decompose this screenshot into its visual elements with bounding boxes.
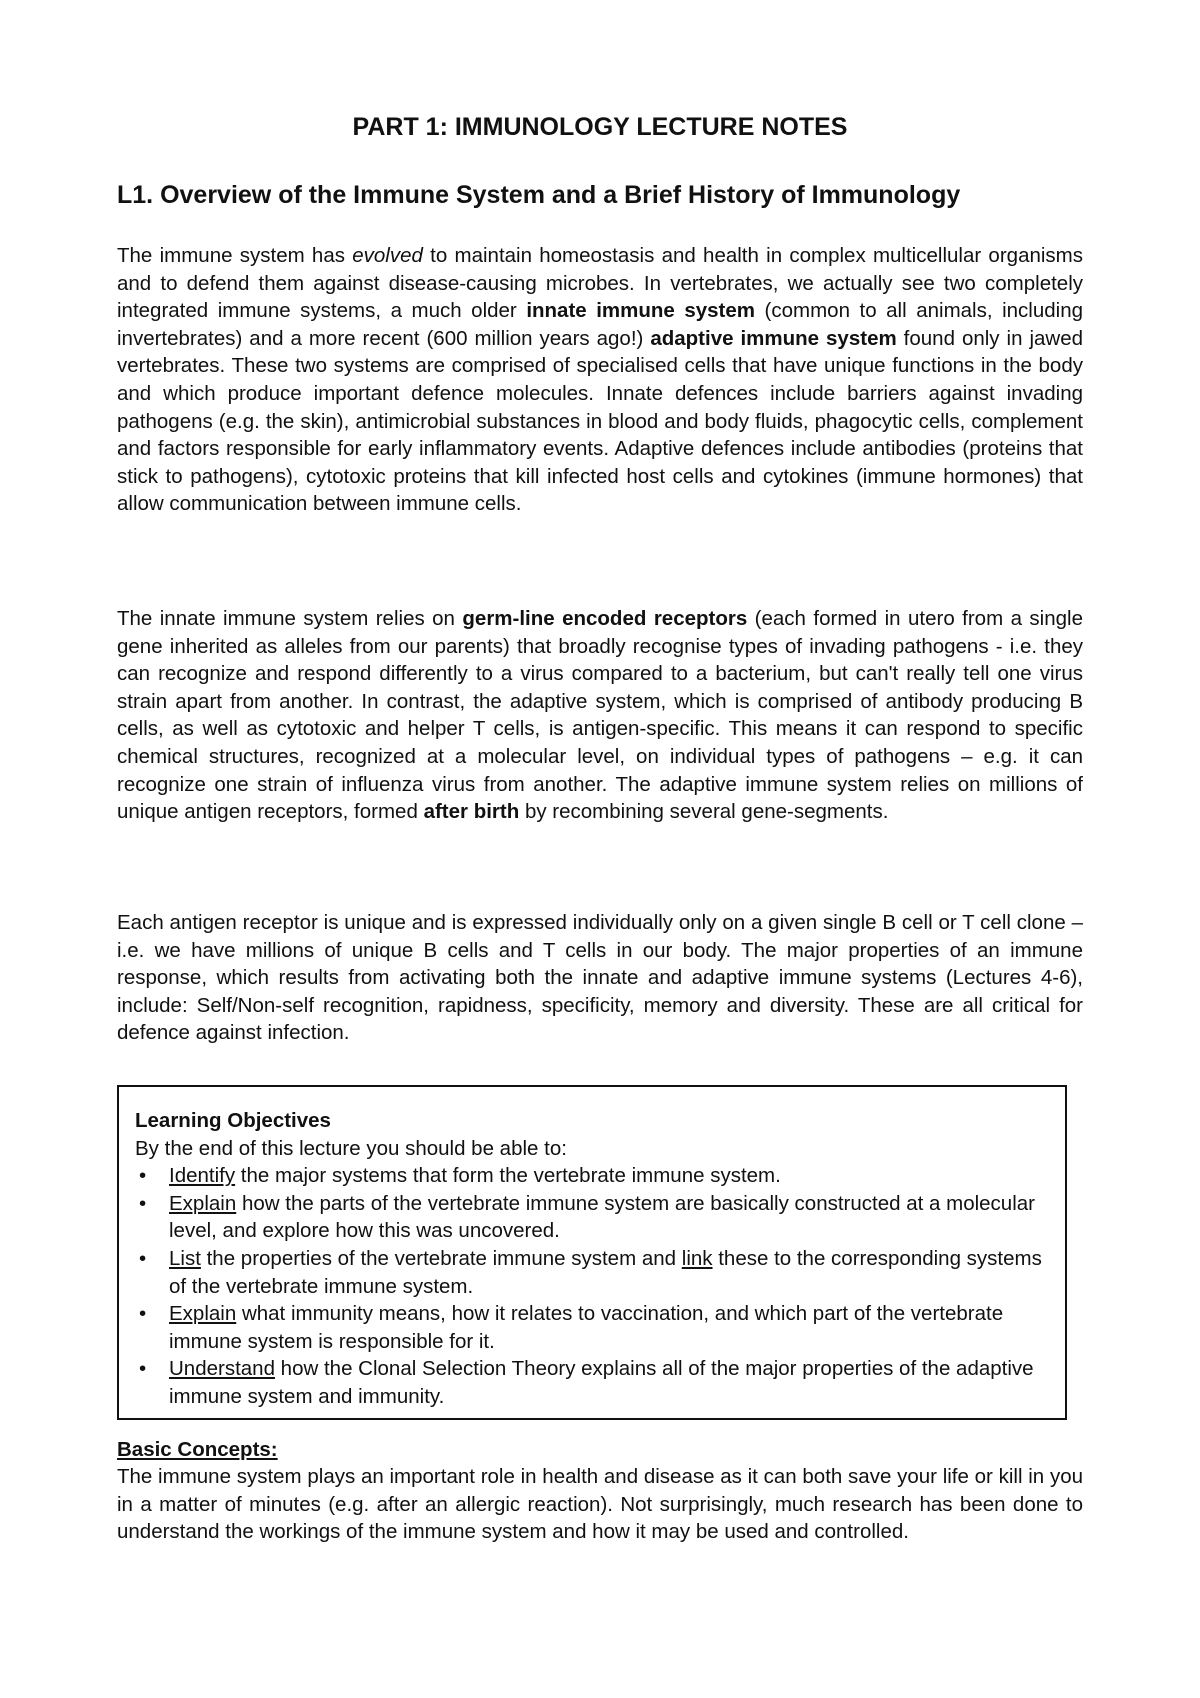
- objective-text: what immunity means, how it relates to vaccination, and which part of the vertebrate immune system is responsible for it.: [169, 1302, 1004, 1353]
- bullet-icon: •: [139, 1302, 147, 1326]
- p1-italic-evolved: evolved: [352, 244, 423, 267]
- lecture-heading: L1. Overview of the Immune System and a Brief History of Immunology: [117, 181, 961, 209]
- objective-verb: Identify: [169, 1164, 236, 1188]
- basic-concepts-paragraph: The immune system plays an important role in health and disease as it can both save your life or kill in you in a matter of minutes (e.g. after an allergic reaction). Not surprisingly, much research has been done to understand the workings of the immune system and how it may be used and controlled.: [117, 1465, 1083, 1544]
- p2-bold-after-birth: after birth: [423, 800, 520, 824]
- antigen-receptor-paragraph: Each antigen receptor is unique and is expressed individually only on a given single B cell or T cell clone – i.e. we have millions of unique B cells and T cells in our body. The major properties of an immune response, which results from activating both the innate and adaptive immune systems (Lectures 4-6), include: Self/Non-self recognition, rapidness, specificity, memory and diversity. These are all critical for defence against infection.: [117, 911, 1083, 1045]
- objectives-title: Learning Objectives: [135, 1109, 331, 1132]
- objectives-intro: By the end of this lecture you should be able to:: [135, 1136, 567, 1160]
- learning-objectives-box: [117, 1085, 1067, 1420]
- p1-bold-innate: innate immune system: [526, 299, 756, 323]
- objective-text: how the Clonal Selection Theory explains all of the major properties of the adaptive immune system and immunity.: [169, 1357, 1034, 1408]
- p2-text-3: by recombining several gene-segments.: [519, 800, 889, 824]
- objective-verb: Explain: [169, 1191, 237, 1215]
- bullet-icon: •: [139, 1164, 147, 1188]
- objective-verb-secondary: link: [681, 1246, 713, 1270]
- objective-verb: Understand: [169, 1357, 275, 1381]
- objective-text: the major systems that form the vertebrate immune system.: [235, 1164, 781, 1188]
- objective-verb: List: [169, 1246, 201, 1270]
- p2-text-1: The innate immune system relies on: [117, 607, 463, 630]
- objective-verb: Explain: [169, 1302, 237, 1326]
- p1-bold-adaptive: adaptive immune system: [650, 326, 897, 350]
- p2-bold-germline: germ-line encoded receptors: [462, 607, 748, 630]
- document-title: PART 1: IMMUNOLOGY LECTURE NOTES: [352, 113, 848, 141]
- p1-text-1: The immune system has: [117, 244, 353, 267]
- objective-item: [135, 1300, 1045, 1355]
- objective-item: [135, 1355, 1045, 1410]
- objective-text: the properties of the vertebrate immune system and: [200, 1246, 682, 1270]
- objective-text: how the parts of the vertebrate immune system are basically constructed at a molecular level, and explore how this was uncovered.: [169, 1191, 1035, 1243]
- p1-text-3: (common to all animals, including invertebrates) and a more recent (600 million years ago!): [117, 299, 1083, 350]
- objective-item: [135, 1190, 1045, 1245]
- p2-text-2: (each formed in utero from a single gene inherited as alleles from our parents) that broadly recognise types of invading pathogens - i.e. they can recognize and respond differently to a virus compared to a bacterium, but can't really tell one virus strain apart from another. In contrast, the adaptive system, which is comprised of antibody producing B cells, as well as cytotoxic and helper T cells, is antigen-specific. This means it can respond to specific chemical structures, recognized at a molecular level, on individual types of pathogens – e.g. it can recognize one strain of influenza virus from another. The adaptive immune system relies on millions of unique antigen receptors, formed: [117, 607, 1083, 824]
- p1-text-2: to maintain homeostasis and health in complex multicellular organisms and to defend them against disease-causing microbes. In vertebrates, we actually see two completely integrated immune systems, a much older: [117, 244, 1083, 323]
- objective-item: [135, 1245, 1045, 1300]
- bullet-icon: •: [139, 1191, 147, 1215]
- innate-paragraph: [117, 605, 1083, 826]
- p1-text-4: found only in jawed vertebrates. These two systems are comprised of specialised cells that have unique functions in the body and which produce important defence molecules. Innate defences include barriers against invading pathogens (e.g. the skin), antimicrobial substances in blood and body fluids, phagocytic cells, complement and factors responsible for early inflammatory events. Adaptive defences include antibodies (proteins that stick to pathogens), cytotoxic proteins that kill infected host cells and cytokines (immune hormones) that allow communication between immune cells.: [117, 326, 1084, 516]
- bullet-icon: •: [139, 1357, 147, 1381]
- intro-paragraph: [117, 242, 1083, 518]
- objectives-list: [135, 1162, 1045, 1410]
- basic-concepts-heading: Basic Concepts:: [117, 1438, 278, 1461]
- objective-text-secondary: these to the corresponding systems of the vertebrate immune system.: [169, 1246, 1042, 1298]
- bullet-icon: •: [139, 1246, 147, 1270]
- objective-item: [135, 1162, 1045, 1190]
